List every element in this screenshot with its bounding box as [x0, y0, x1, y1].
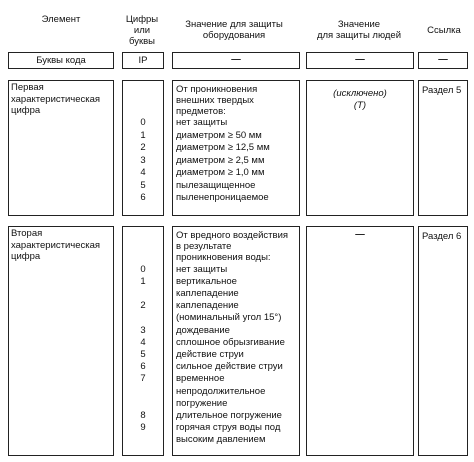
second-numeral-label: Вторая характеристическая цифра	[11, 228, 101, 262]
protection-description: высоким давлением	[176, 434, 266, 446]
protection-description: диаметром ≥ 12,5 мм	[176, 142, 270, 153]
intro-line: предметов:	[176, 106, 226, 117]
header-digits: Цифры или буквы	[125, 14, 159, 47]
code-digit: 8	[140, 410, 146, 421]
protection-description: непродолжительное	[176, 385, 266, 397]
header-equipment: Значение для защиты оборудования	[185, 19, 283, 41]
protection-description: сильное действие струи	[176, 361, 283, 373]
second-numeral-people-dash: —	[355, 229, 365, 240]
code-letters-equipment-dash: —	[231, 54, 241, 65]
code-digit: 4	[140, 336, 146, 348]
code-digit: 1	[140, 275, 146, 287]
first-numeral-people-text: (исключено) (Т)	[333, 88, 387, 111]
code-letters-reference-dash: —	[438, 54, 448, 65]
code-digit: 5	[140, 179, 146, 191]
code-letters-reference-cell	[418, 52, 468, 69]
protection-description: диаметром ≥ 2,5 мм	[176, 154, 265, 166]
protection-description: длительное погружение	[176, 410, 282, 421]
protection-description: действие струи	[176, 349, 244, 360]
second-numeral-reference-cell	[418, 226, 468, 456]
first-numeral-people-cell	[306, 80, 414, 216]
protection-description: каплепадение	[176, 288, 239, 299]
first-numeral-element-cell	[8, 80, 114, 216]
protection-description: вертикальное	[176, 275, 237, 287]
second-numeral-element-cell	[8, 226, 114, 456]
intro-line: От проникновения	[176, 84, 258, 95]
code-letters-people-dash: —	[355, 54, 365, 65]
protection-description: каплепадение	[176, 300, 239, 312]
second-numeral-people-cell	[306, 226, 414, 456]
code-digit: 2	[140, 142, 146, 153]
first-numeral-label: Первая характеристическая цифра	[11, 82, 101, 116]
code-digit: 3	[140, 324, 146, 336]
first-numeral-reference-cell	[418, 80, 468, 216]
header-element: Элемент	[41, 14, 81, 25]
code-digit: 2	[140, 300, 146, 312]
header-people: Значение для защиты людей	[316, 19, 402, 41]
code-letters-label: Буквы кода	[36, 55, 86, 66]
intro-line: внешних твердых	[176, 95, 254, 106]
code-digit: 6	[140, 361, 146, 373]
intro-line: От вредного воздействия	[176, 230, 289, 241]
intro-line: проникновения воды:	[176, 252, 271, 264]
code-letters-ip: IP	[138, 55, 148, 66]
first-numeral-reference-text: Раздел 5	[422, 85, 462, 96]
code-letters-digits-cell	[122, 52, 164, 69]
protection-description: диаметром ≥ 50 мм	[176, 129, 262, 141]
code-digit: 7	[140, 373, 146, 385]
code-digit: 0	[140, 117, 146, 128]
protection-description: нет защиты	[176, 263, 228, 275]
code-digit: 9	[140, 422, 146, 434]
protection-description: нет защиты	[176, 117, 228, 128]
protection-description: сплошное обрызгивание	[176, 336, 285, 348]
protection-description: пыленепроницаемое	[176, 192, 269, 203]
protection-description: погружение	[176, 397, 228, 409]
intro-line: в результате	[176, 241, 232, 253]
protection-description: пылезащищенное	[176, 179, 256, 191]
protection-description: диаметром ≥ 1,0 мм	[176, 167, 265, 178]
protection-description: горячая струя воды под	[176, 422, 281, 434]
code-digit: 6	[140, 192, 146, 203]
code-digit: 3	[140, 154, 146, 166]
code-digit: 5	[140, 349, 146, 360]
second-numeral-reference-text: Раздел 6	[422, 231, 462, 242]
protection-description: (номинальный угол 15°)	[176, 312, 282, 324]
code-letters-people-cell	[306, 52, 414, 69]
protection-description: дождевание	[176, 324, 230, 336]
code-letters-element-cell	[8, 52, 114, 69]
code-digit: 0	[140, 263, 146, 275]
code-digit: 4	[140, 167, 146, 178]
protection-description: временное	[176, 373, 225, 385]
header-reference: Ссылка	[427, 25, 461, 36]
code-letters-equipment-cell	[172, 52, 300, 69]
code-digit: 1	[140, 129, 146, 141]
